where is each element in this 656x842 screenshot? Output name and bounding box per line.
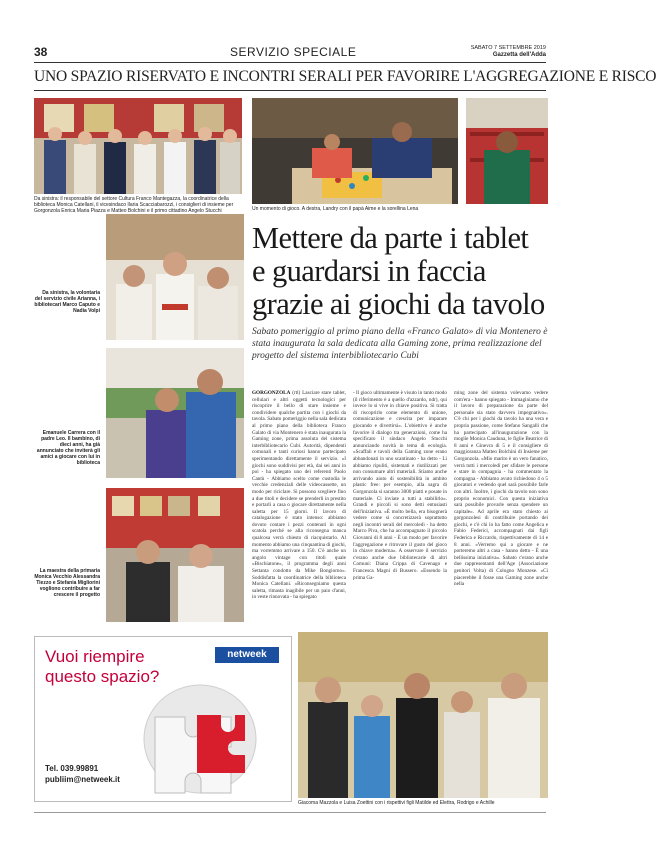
article-column-2-text: - Il gioco ultimamente è visuto in tanto modo (il riferimento è a quello d'azzardo, ndr), qui invece lo si vive in chiave positiva. Si tratta di riscoprirlo come elemento di unione, comunicazione e crescita per imparare giocando e divertirsi». L'obiettivo è anche favorire il dialogo tra generazioni, come ha specificato il sindaco Angelo Stucchi annunciando novità in tema di ecologia. «Scaffali e tavoli della Gaming zone erano abbandonati in uno scantinato - ha detto - Li abbiamo ripuliti, sistemati e riutilizzati per non consumare altri materiali. Stiamo anche arrivando aiuto di sostenibilità in ambito plastic free: per esempio, alla sagra di Gorgonzola si saranno 3000 piatti e posate in materiale. Ci inviate a tutti a stabilirlo». Grandi e piccoli si sono detti entusiasti dell'iniziativa. «È molto bella, era bisognerà vedere come si concretizzerà soprattutto negli incontri serali del mercoledì - ha detto Marco Piva, che ha accompagnato il piccolo Giovanni di 8 anni - È un modo per favorire l'aggregazione e ritrovare il gusto del gioco in chiave moderna». A osservare il servizio c'erano anche due bibliotecarie di altri Comuni: Diana Crippa di Cavenago e Francesca Magni di Bussero. «Essendo la prima Ga- [353,390,447,581]
header-rule [34,62,546,63]
article-dateline: GORGONZOLA [252,390,291,396]
article-column-3-text: ming zone del sistema volevamo vedere com'era - hanno spiegato - Immaginiamo che il lavoro di preparazione da parte del personale sia stato davvero impegnativo». C'è chi per i giochi da tavolo ha una vera e propria passione, come Stefano Sangalli che ha partecipato all'inaugurazione con la moglie Monica Cauduna, le figlie Beatrice di 8 anni e Ginevra di 5 e il consigliere di maggioranza Matteo Bolchini di Insieme per Gorgonzola. «Mio marito è un vero fanatico, verrà tutti i mercoledì per sfidare le persone e stare in compagnia - ha commentato la compagna - Abbiamo avuto richiedono 4 o 5 giocatori e vedendo quel sarà possibile farle con altri. Inoltre, i giochi da tavolo non sono proprio economici. Con questa iniziativa sarà possibile provarle senza spendere un capitale». Ad aprile era stato chiesto ai gorgonzolesi di contribuire portando dei giochi, e c'è chi lo ha fatto come Angelica e Fabio Federici, accompagnati dai figli Federica e Riccardo, rispettivamente di 14 e 8 anni. «Verremo qui a giocare e ne porteremo altri a casa - hanno detto - È una bellissima iniziativa». Sabato c'erano anche due rappresentanti dell'Age (Associazione genitori Volta) di Cologno Monzese. «Ci piacerebbe il fosse una Gaming zone anche nella [454,390,548,588]
netweek-logo: netweek [215,647,279,663]
article-column-1 [252,390,346,622]
ad-phone: Tel. 039.99891 [45,764,99,773]
photo-game-moment [252,98,458,204]
photo-officials [34,98,242,194]
caption-families: Giacoma Mazzola e Luisa Zoettini con i rispettivi figli Matilde ed Elettra, Rodrigo e Achille [298,800,495,806]
caption-father-son: Emanuele Carrera con il padre Leo. Il bambino, di dieci anni, ha già annunciato che inviterà gli amici a giocare con lui in biblioteca [36,430,100,466]
caption-game-moment: Un momento di gioco. A destra, Landry con il papà Aime e la sorellina Lena [252,206,419,212]
section-title: SERVIZIO SPECIALE [230,45,357,59]
publication-name: Gazzetta dell'Adda [492,52,546,58]
kicker-rule [34,90,546,91]
article-column-1-text: (rtl) Lasciare stare tablet, cellulari e altri oggetti tecnologici per riscoprire il bello di stare insieme e condividere qualche partita con i giochi da tavola. Sabato pomeriggio nella sala dedicata al primo piano della biblioteca Franco Galato di via Montenero è stata inaugurata la Gaming zone, prima assoluta del sistema interbibliotecario Cubi. Autorità, dipendenti comunali e tanti curiosi hanno partecipato sperimentando direttamente il servizio. «I giochi sono suddivisi per età, dai sei anni in poi - ha spiegato uno dei referenti Paolo Cantù - Abbiamo scelto come custodia le vecchie credenziali delle videocassette, un modo per riciclare. Si possono scegliere fino a due titoli e decidere se prenderli in prestito e portarli a casa o giocare direttamente nella saletta per 15 giorni. Il lavoro di catalogazione è stato intenso: abbiamo dovuto contare i pezzi contenuti in ogni scatola perché se alla riconsegna manca qualcosa verrà chiesto di riacquistarlo. Al momento abbiamo una cinquantina di giochi, ma vorremmo arrivare a 150. C'è anche un angolo vintage con titoli quale «Bischiatone», il programma degli anni Settanta condotto da Mike Bongiorno». Soddisfatta la coordinatrice della biblioteca Monica Catellani. «Riconsegniamo questa saletta, rimasta inagibile per un paio d'anni, in veste rinnovata - ha spiegato [252,390,347,601]
ad-email[interactable]: publiim@netweek.it [45,775,120,784]
ad-headline-line-2: questo spazio? [45,667,160,686]
photo-volunteers [106,214,244,340]
photo-families [298,632,548,798]
footer-rule [34,812,546,813]
caption-officials: Da sinistra: il responsabile del settore Cultura Franco Mantegazza, la coordinatrice della biblioteca Monica Catellani, il vicesindaco Ilaria Scacciabarozzi, i consiglieri di insieme per Gorgonzola Enrica Maria Piazza e Matteo Bolchini e il primo cittadino Angelo Stucchi [34,196,234,214]
advertisement[interactable] [34,636,292,802]
ad-headline-line-1: Vuoi riempire [45,647,145,666]
article-column-3 [454,390,548,622]
ad-contact [45,763,120,785]
photo-child-shelf [466,98,548,204]
article-headline: Mettere da parte i tablet e guardarsi in faccia grazie ai giochi da tavolo [252,221,545,321]
photo-teachers [106,488,244,622]
kicker: UNO SPAZIO RISERVATO E INCONTRI SERALI PER FAVORIRE L'AGGREGAZIONE E RISCO [34,68,656,85]
issue-date: SABATO 7 SETTEMBRE 2019 [470,45,546,51]
puzzle-icon [135,677,265,797]
article-subhead: Sabato pomeriggio al primo piano della «Franco Galato» di via Montenero è stata inaugurata la sala dedicata alla Gaming zone, prima realizzazione del progetto del sistema interbibliotecario Cubi [252,327,548,361]
article-column-2 [353,390,447,622]
photo-father-son [106,348,244,478]
page-number: 38 [34,45,48,59]
caption-teachers: La maestra della primaria Monica Vecchio Alessandra Tiezzo e Stefania Migliorini vogliono contribuire a far crescere il progetto [34,568,100,598]
date-block [471,45,546,59]
caption-volunteers: Da sinistra, la volontaria del servizio civile Arianna, i bibliotecari Marco Caputo e Nadia Volpi [34,290,100,314]
page-header [34,44,546,62]
